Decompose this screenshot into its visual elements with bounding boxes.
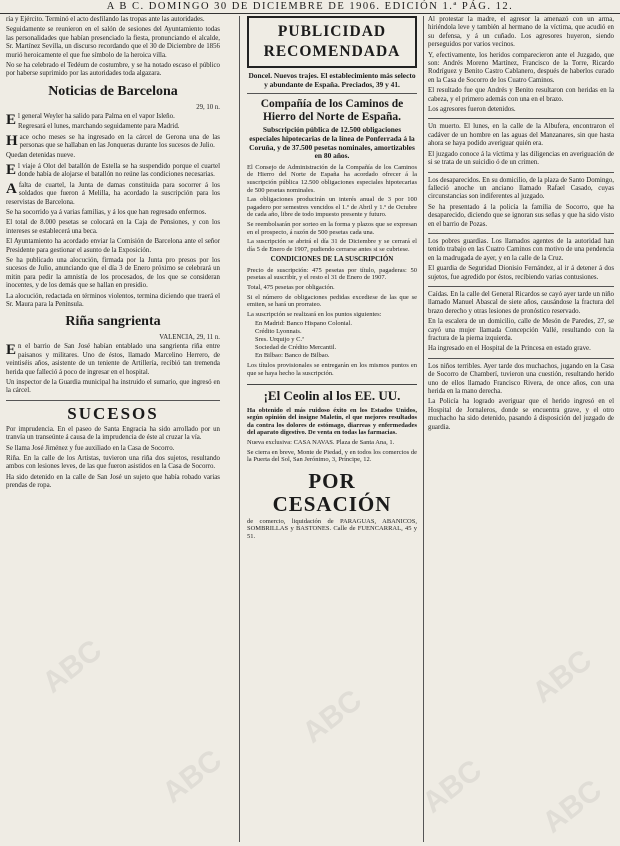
watermark: ABC	[296, 683, 368, 750]
paragraph: Afalta de cuartel, la Junta de damas constituida para socorrer á los soldados que fueron á Melilla, ha acordado la suscripción para los reservistas de Barcelona.	[6, 180, 220, 206]
section-title-sucesos: SUCESOS	[67, 403, 159, 423]
column-left	[6, 16, 220, 842]
column-center	[247, 16, 417, 842]
list-item: Sociedad de Crédito Mercantil.	[255, 343, 337, 351]
watermark: ABC	[156, 743, 228, 810]
paragraph: Precio de suscripción: 475 pesetas por título, pagaderas: 50 pesetas al suscribir, y el resto el 31 de Enero de 1907.	[247, 266, 417, 282]
paragraph: Y, efectivamente, los heridos comparecieron ante el Juzgado, que son: Andrés Moreno Martínez, Francisco de la Torre, Ricardo Rodríguez y Benito Castro Cablanero, después de haberlos curado en la Casa de Socorro de los Cuatro Caminos.	[428, 51, 614, 84]
paragraph: La suscripción se realizará en los puntos siguientes:	[247, 310, 382, 318]
paragraph: Ha sido detenido en la calle de San José un sujeto que había robado varias prendas de ropa.	[6, 473, 220, 490]
paragraph: Al protestar la madre, el agresor la amenazó con un arma, hiriéndola leve y también al hermano de la víctima, que acudió en su defensa, y á un cuñado. Los agresores huyeron, siendo perseguidos por varios vecinos.	[428, 16, 614, 49]
paragraph: El juzgado conoce á la víctima y las diligencias en averiguación de si se trata de un suicidio ó de un crimen.	[428, 150, 614, 167]
places-list	[255, 320, 417, 359]
divider	[6, 400, 220, 401]
watermark: ABC	[416, 753, 488, 820]
dateline: VALENCIA, 29, 11 n.	[159, 334, 220, 342]
paragraph: Total, 475 pesetas por obligación.	[247, 284, 335, 292]
paragraph: El Ayuntamiento ha acordado enviar la Comisión de Barcelona ante el señor Presidente para gestionar el asunto de la Exposición.	[6, 238, 220, 254]
paragraph: Los agresores fueron detenidos.	[428, 106, 516, 114]
paragraph: La suscripción se abrirá el día 31 de Diciembre y se cerrará el día 5 de Enero de 1907, pudiendo cerrarse antes si se cubriese.	[247, 238, 417, 253]
paragraph: Se llama José Jiménez y fue auxiliado en la Casa de Socorro.	[6, 444, 175, 452]
divider	[247, 93, 417, 94]
paragraph: Ha ingresado en el Hospital de la Princesa en estado grave.	[428, 345, 591, 353]
paragraph: Regresará el lunes, marchando seguidamente para Madrid.	[18, 123, 180, 131]
paragraph: El total de 8.000 pesetas se colocará en la Caja de Pensiones, y con los intereses se establecerá una beca.	[6, 219, 220, 235]
paragraph: Riña. En la calle de los Artistas, tuvieron una riña dos sujetos, resultando ambos con lesiones leves, de las que fueron asistidos en la Casa de Socorro.	[6, 455, 220, 471]
paragraph: Los títulos provisionales se entregarán en los mismos puntos en que se haya hecho la suscripción.	[247, 362, 417, 378]
paragraph: Los pobres guardias. Los llamados agentes de la autoridad han tenido trabajo en las Cuatro Caminos con motivo de una pendencia en la madrugada de ayer, y en la calle de la Cruz.	[428, 237, 614, 262]
watermark: ABC	[36, 633, 108, 700]
paragraph: de comercio, liquidación de PARAGUAS, ABANICOS, SOMBRILLAS y BASTONES. Calle de FUENCARRAL, 45 y 51.	[247, 517, 417, 540]
paragraph: Se ha socorrido ya á varias familias, y á los que han regresado enfermos.	[6, 208, 207, 216]
paragraph: Caídas. En la calle del General Ricardos se cayó ayer tarde un niño llamado Manuel Abascal de siete años, causándose la fractura del brazo derecho y otras lesiones de pronóstico reservado.	[428, 290, 614, 315]
paragraph: La alocución, redactada en términos violentos, termina diciendo que traerá el Sr. Maura para la Península.	[6, 292, 220, 308]
paragraph: En la escalera de un domicilio, calle de Mesón de Paredes, 27, se cayó una mujer llamada Concepción Vallé, resultando con la fractura de la pierna izquierda.	[428, 318, 614, 342]
paragraph: El guardia de Seguridad Dionisio Fernández, al ir á detener á dos sujetos, fue agredido por éstos, recibiendo varias contusiones.	[428, 265, 614, 281]
divider	[428, 286, 614, 287]
paragraph: El resultado fue que Andrés y Benito resultaron con heridas en la cabeza, y el primero además con una en el brazo.	[428, 87, 614, 103]
paragraph: Seguidamente se reunieron en el salón de sesiones del Ayuntamiento todas las personalidades que habían presenciado la fiesta, pronunciando el alcalde, Sr. Martínez Sevilla, un discurso recordando que el 30 de Diciembre de 1856 murió heroicamente el que fue símbolo de la heroica villa.	[6, 26, 220, 59]
list-item: En Bilbao: Banco de Bilbao.	[255, 351, 330, 359]
section-title-rina: Riña sangrienta	[65, 314, 161, 330]
column-right	[428, 16, 614, 842]
paragraph: El general Weyler ha salido para Palma en el vapor Isleño.	[6, 111, 175, 128]
watermark: ABC	[536, 773, 608, 840]
paragraph: Se ha presentado á la policía la familia de Socorro, que ha desaparecido, diciendo que se ignoran sus señas y que ha sido visto en el barrio de Pozas.	[428, 203, 614, 228]
emission-lede: Subscripción pública de 12.500 obligaciones especiales hipotecarias de la línea de Ponferrada á la Coruña, y de 37.500 pesetas nominales, amortizables en 80 años.	[249, 125, 415, 161]
dateline: 29, 10 n.	[196, 103, 220, 111]
list-item: Sres. Urquijo y C.ª	[255, 336, 304, 344]
column-rule	[423, 16, 424, 842]
paragraph: El Consejo de Administración de la Compañía de los Caminos de Hierro del Norte de España ha acordado ofrecer á la suscripción pública 12.500 obligaciones especiales hipotecarias de 500 pesetas nominales.	[247, 163, 417, 194]
paragraph: El viaje á Olot del batallón de Estella se ha suspendido porque el cuartel donde había de alojarse el batallón no reúne las condiciones necesarias.	[6, 161, 220, 179]
paragraph: No se ha celebrado el Tedéum de costumbre, y se ha notado escaso el público por haberse suprimido por las autoridades toda algazara.	[6, 62, 220, 78]
list-item: Crédito Lyonnais.	[255, 328, 302, 336]
paragraph: ría y Ejército. Terminó el acto desfilando las tropas ante las autoridades.	[6, 16, 205, 23]
company-title: Compañía de los Caminos de Hierro del Norte de España.	[260, 98, 404, 123]
divider	[428, 358, 614, 359]
paragraph: Se ha publicado una alocución, firmada por la Junta pro presos por los sucesos de Julio, anunciando que el día 3 de Enero próximo se celebrará un mitin para pedir la amnistía de los procesados, de los que se consideran inocentes, y de los demás que se hallan en presidio.	[6, 256, 220, 290]
ceolin-ad-title: ¡El Ceolin al los EE. UU.	[247, 384, 417, 404]
paragraph: Los niños terribles. Ayer tarde dos muchachos, jugando en la Casa de Socorro de Chamberí, tuvieron una cuestión, resultando herido uno de ellos llamado Francisco Rivera, de once años, con una herida en la mano derecha.	[428, 362, 614, 396]
paragraph: Los desaparecidos. En su domicilio, de la plaza de Santo Domingo, falleció anoche un anciano llamado Rafael Casado, cuyas circunstancias son indiferentes al juzgado.	[428, 176, 614, 201]
divider	[428, 118, 614, 119]
list-item: En Madrid: Banco Hispano Colonial.	[255, 320, 352, 328]
paragraph: En el barrio de San José habían entablado una sangrienta riña entre paisanos y militares. Uno de éstos, llamado Marcelino Herrero, de veintiséis años, asistente de un teniente de Artillería, recibió tan tremenda herida que falleció á poco de ingresar en el hospital.	[6, 342, 220, 376]
paragraph: Un inspector de la Guardia municipal ha instruido el sumario, que ingresó en la cárcel.	[6, 379, 220, 395]
paragraph: Quedan detenidas nueve.	[6, 152, 76, 160]
ad-lede: Doncel. Nuevos trajes. El establecimiento más selecto y abundante de España. Preciados, 39 y 41.	[248, 71, 416, 89]
paragraph: Si el número de obligaciones pedidas excediese de las que se emiten, se hará un prorrateo.	[247, 293, 417, 309]
conditions-title: CONDICIONES DE LA SUSCRIPCIÓN	[270, 255, 394, 264]
paragraph: La Policía ha logrado averiguar que el herido ingresó en el Hospital de Jornaleros, donde se encuentra grave, y el otro muchacho ha sido detenido, pasando á disposición del juzgado de guardia.	[428, 398, 614, 431]
watermark: ABC	[526, 643, 598, 710]
section-title-barcelona: Noticias de Barcelona	[48, 83, 178, 99]
paragraph: Nueva exclusiva: CASA NAVAS. Plaza de Santa Ana, 1.	[247, 438, 395, 446]
advertising-box-title: PUBLICIDAD RECOMENDADA	[247, 16, 417, 68]
paragraph: Hace ocho meses se ha ingresado en la cárcel de Gerona una de las personas que se hallaban en las Jonqueras durante los sucesos de Julio.	[6, 132, 220, 150]
paragraph: Se reembolsarán por sorteo en la forma y plazos que se expresan en el prospecto, á razón de 500 pesetas cada una.	[247, 220, 417, 236]
page-header: A B C. DOMINGO 30 DE DICIEMBRE DE 1906. EDICIÓN 1.ª PÁG. 12.	[0, 0, 620, 14]
paragraph: Las obligaciones producirán un interés anual de 3 por 100 pagadero por semestres vencidos el 1.º de Abril y 1.º de Octubre de cada año, libre de todo impuesto presente y futuro.	[247, 196, 417, 219]
paragraph: Ha obtenido el más ruidoso éxito en los Estados Unidos, según opinión del insigne Maletin, el que mejores resultados da contra los dolores de estómago, diarreas y enfermedades del aparato digestivo. De venta en todas las farmacias.	[247, 406, 417, 437]
cesacion-ad-title: POR CESACIÓN	[272, 468, 392, 516]
divider	[428, 172, 614, 173]
paragraph: Un muerto. El lunes, en la calle de la Albufera, encontraron el cadáver de un hombre en las aguas del Manzanares, sin que hasta ahora se haya podido averiguar quién era.	[428, 123, 614, 148]
divider	[428, 233, 614, 234]
paragraph: Se cierra en breve, Monte de Piedad, y en todos los comercios de la Puerta del Sol, San Jerónimo, 3, Príncipe, 12.	[247, 448, 417, 464]
column-rule	[239, 16, 240, 842]
paragraph: Por imprudencia. En el paseo de Santa Engracia ha sido arrollado por un tranvía un transeúnte á causa de la imprudencia de éste al cruzar la vía.	[6, 425, 220, 442]
